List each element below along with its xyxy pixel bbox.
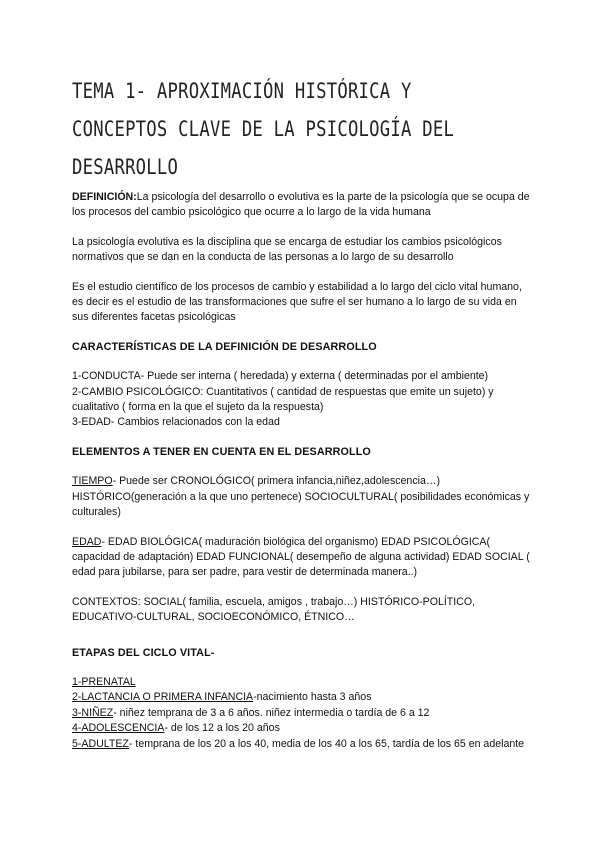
contextos-paragraph: CONTEXTOS: SOCIAL( familia, escuela, amigos , trabajo…) HISTÓRICO-POLÍTICO, EDUCATIVO-CULTURAL, SOCIOECONÓMICO, ÉTNICO… xyxy=(72,595,476,624)
definition-label: DEFINICIÓN: xyxy=(72,191,137,203)
etapa-label: 2-LACTANCIA O PRIMERA INFANCIA xyxy=(72,691,254,704)
etapa-item xyxy=(72,737,532,752)
page-title: TEMA 1- APROXIMACIÓN HISTÓRICA Y CONCEPTOS CLAVE DE LA PSICOLOGÍA DEL DESARROLLO xyxy=(72,79,455,179)
definition-paragraph xyxy=(72,190,532,221)
paragraph-study: Es el estudio científico de los procesos de cambio y estabilidad a lo largo del ciclo vital humano, es decir es el estudio de las transformaciones que sufre el ser humano a lo largo de su vida en sus diferentes facetas psicológicas xyxy=(72,280,522,324)
etapa-item xyxy=(72,706,532,721)
section-heading-etapas: ETAPAS DEL CICLO VITAL- xyxy=(72,646,215,659)
etapa-label: 4-ADOLESCENCIA xyxy=(72,722,165,735)
etapa-item xyxy=(72,690,532,705)
section-heading-elementos: ELEMENTOS A TENER EN CUENTA EN EL DESARROLLO xyxy=(72,445,371,458)
etapa-label: 5-ADULTEZ xyxy=(72,737,129,750)
etapa-item xyxy=(72,721,532,736)
caracteristica-item: 3-EDAD- Cambios relacionados con la edad xyxy=(72,416,280,429)
caracteristica-item: 2-CAMBIO PSICOLÓGICO: Cuantitativos ( cantidad de respuestas que emite un sujeto) y cualitativo ( forma en la que el sujeto da la respuesta) xyxy=(72,385,494,414)
caracteristica-item: 1-CONDUCTA- Puede ser interna ( heredada) y externa ( determinadas por el ambiente) xyxy=(72,370,489,383)
etapa-text: - niñez temprana de 3 a 6 años. niñez intermedia o tardía de 6 a 12 xyxy=(113,706,430,719)
etapa-text: -nacimiento hasta 3 años xyxy=(253,691,372,704)
etapa-text: - temprana de los 20 a los 40, media de los 40 a los 65, tardía de los 65 en adelante xyxy=(128,737,525,750)
etapa-label: 1-PRENATAL xyxy=(72,675,136,688)
tiempo-text: - Puede ser CRONOLÓGICO( primera infancia,niñez,adolescencia…) HISTÓRICO(generación a la que uno pertenece) SOCIOCULTURAL( posibilidades económicas y culturales) xyxy=(72,475,530,519)
tiempo-paragraph xyxy=(72,474,532,520)
etapa-text: - de los 12 a los 20 años xyxy=(164,722,280,735)
edad-text: - EDAD BIOLÓGICA( maduración biológica del organismo) EDAD PSICOLÓGICA( capacidad de adaptación) EDAD FUNCIONAL( desempeño de alguna actividad) EDAD SOCIAL ( edad para jubilarse, para ser padre, para vestir de determinada manera..) xyxy=(72,535,530,579)
edad-paragraph xyxy=(72,535,532,581)
etapa-item xyxy=(72,675,532,690)
definition-text: La psicología del desarrollo o evolutiva es la parte de la psicología que se ocupa de los procesos del cambio psicológico que ocurre a lo largo de la vida humana xyxy=(72,191,530,219)
edad-label: EDAD xyxy=(72,535,102,548)
tiempo-label: TIEMPO xyxy=(72,475,113,488)
document-body xyxy=(72,190,532,752)
etapa-label: 3-NIÑEZ xyxy=(72,706,114,719)
paragraph-discipline: La psicología evolutiva es la disciplina que se encarga de estudiar los cambios psicológicos normativos que se dan en la conducta de las personas a lo largo de su desarrollo xyxy=(72,235,502,264)
section-heading-caracteristicas: CARACTERÍSTICAS DE LA DEFINICIÓN DE DESARROLLO xyxy=(72,340,377,353)
